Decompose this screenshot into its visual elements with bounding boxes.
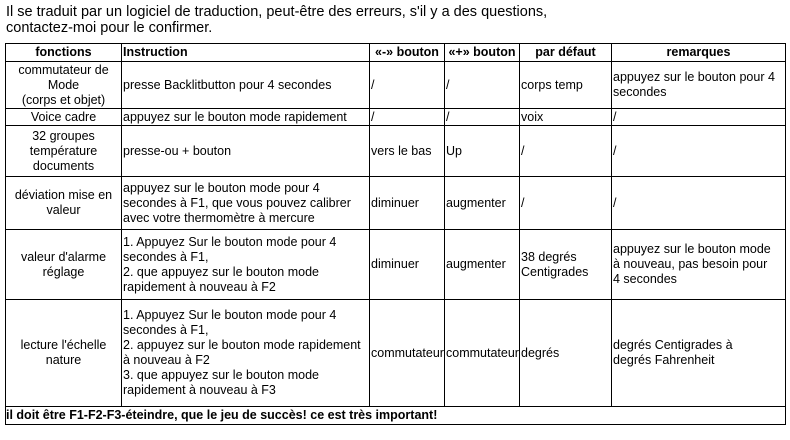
cell-instruction-line: rapidement à nouveau à F3 — [123, 383, 276, 397]
cell-instruction — [122, 62, 370, 109]
cell-fonction-line: Mode — [47, 77, 80, 92]
cell-plus-button: / — [445, 109, 520, 126]
cell-instruction — [122, 230, 370, 300]
cell-remarques — [612, 126, 786, 177]
cell-instruction-line: rapidement à nouveau à F2 — [123, 279, 276, 294]
cell-default — [520, 300, 612, 407]
table-row — [6, 177, 786, 230]
header-plus-button: «+» bouton — [445, 44, 520, 62]
functions-table — [5, 43, 786, 425]
cell-instruction — [122, 300, 370, 407]
cell-fonction — [6, 230, 122, 300]
cell-remarques-line: degrés Centigrades à — [613, 338, 733, 352]
cell-instruction-line: presse-ou + bouton — [123, 143, 232, 158]
cell-default — [520, 62, 612, 109]
cell-instruction-line: 2. appuyez sur le bouton mode rapidement — [123, 338, 361, 352]
cell-fonction-line: 32 groupes — [32, 128, 95, 143]
cell-fonction — [6, 126, 122, 177]
cell-remarques — [612, 62, 786, 109]
cell-fonction-line: Voice cadre — [30, 109, 97, 124]
cell-remarques-line: à nouveau, pas besoin pour — [613, 257, 768, 271]
intro-text — [6, 4, 786, 36]
cell-plus-button: augmenter — [445, 230, 520, 300]
cell-minus-button: / — [370, 109, 445, 126]
cell-fonction-line: valeur — [46, 203, 81, 217]
cell-instruction-line: 1. Appuyez Sur le bouton mode pour 4 — [123, 234, 337, 249]
cell-default-line: / — [521, 143, 525, 158]
cell-instruction-line: secondes à F1, que vous pouvez calibrer — [123, 195, 351, 210]
cell-remarques-line: / — [613, 109, 617, 124]
cell-minus-button: / — [370, 62, 445, 109]
cell-plus-button: Up — [445, 126, 520, 177]
table-row — [6, 230, 786, 300]
cell-instruction-line: secondes à F1, — [123, 323, 209, 337]
cell-remarques — [612, 177, 786, 230]
table-row — [6, 109, 786, 126]
cell-minus-button: diminuer — [370, 177, 445, 230]
cell-default — [520, 109, 612, 126]
footer-row — [6, 407, 786, 425]
cell-minus-button: diminuer — [370, 230, 445, 300]
cell-instruction-line: 2. que appuyez sur le bouton mode — [123, 264, 319, 279]
cell-instruction-line: 3. que appuyez sur le bouton mode — [123, 368, 319, 382]
cell-fonction-line: température — [29, 143, 98, 158]
cell-default-line: Centigrades — [521, 264, 589, 279]
cell-fonction — [6, 177, 122, 230]
header-remarques: remarques — [612, 44, 786, 62]
cell-remarques-line: / — [613, 195, 617, 210]
cell-instruction-line: avec votre thermomètre à mercure — [123, 210, 315, 225]
cell-fonction-line: nature — [45, 353, 82, 367]
cell-plus-button: / — [445, 62, 520, 109]
cell-instruction-line: secondes à F1, — [123, 249, 209, 264]
cell-remarques — [612, 300, 786, 407]
header-row — [6, 44, 786, 62]
cell-fonction — [6, 300, 122, 407]
cell-instruction — [122, 126, 370, 177]
cell-remarques-line: 4 secondes — [613, 272, 677, 286]
cell-instruction-line: presse Backlitbutton pour 4 secondes — [123, 77, 332, 92]
cell-default-line: 38 degrés — [521, 249, 577, 264]
cell-fonction-line: commutateur de — [18, 62, 109, 77]
cell-remarques-line: appuyez sur le bouton pour 4 — [613, 70, 775, 84]
cell-default — [520, 230, 612, 300]
cell-default — [520, 126, 612, 177]
cell-instruction-line: appuyez sur le bouton mode rapidement — [123, 109, 347, 124]
cell-remarques — [612, 109, 786, 126]
cell-default-line: voix — [521, 109, 544, 124]
cell-fonction-line: réglage — [42, 264, 85, 279]
cell-fonction — [6, 109, 122, 126]
cell-fonction-line: documents — [32, 158, 95, 173]
footer-note: il doit être F1-F2-F3-éteindre, que le jeu de succès! ce est très important! — [6, 407, 786, 425]
cell-instruction-line: appuyez sur le bouton mode pour 4 — [123, 180, 320, 195]
cell-fonction-line: valeur d'alarme — [20, 249, 107, 264]
cell-default-line: degrés — [521, 345, 560, 360]
cell-remarques — [612, 230, 786, 300]
intro-line-1: Il se traduit par un logiciel de traduction, peut-être des erreurs, s'il y a des questions, — [6, 4, 548, 20]
cell-instruction-line: à nouveau à F2 — [123, 353, 210, 367]
cell-instruction — [122, 109, 370, 126]
cell-fonction-line: déviation mise en — [14, 188, 113, 202]
intro-line-2: contactez-moi pour le confirmer. — [6, 20, 213, 36]
cell-fonction-line: lecture l'échelle — [20, 338, 107, 352]
cell-plus-button: augmenter — [445, 177, 520, 230]
cell-default-line: / — [521, 195, 525, 210]
cell-default — [520, 177, 612, 230]
cell-fonction — [6, 62, 122, 109]
cell-remarques-line: appuyez sur le bouton mode — [613, 242, 771, 256]
header-default: par défaut — [520, 44, 612, 62]
header-fonctions: fonctions — [6, 44, 122, 62]
cell-instruction — [122, 177, 370, 230]
cell-minus-button: commutateur — [370, 300, 445, 407]
table-row — [6, 300, 786, 407]
cell-remarques-line: degrés Fahrenheit — [613, 353, 715, 367]
table-row — [6, 62, 786, 109]
cell-remarques-line: / — [613, 143, 617, 158]
cell-fonction-line: (corps et objet) — [21, 92, 106, 107]
cell-plus-button: commutateur — [445, 300, 520, 407]
cell-default-line: corps temp — [521, 77, 583, 92]
cell-remarques-line: secondes — [613, 85, 667, 99]
table-row — [6, 126, 786, 177]
cell-instruction-line: 1. Appuyez Sur le bouton mode pour 4 — [123, 308, 337, 322]
header-instruction: Instruction — [122, 44, 370, 62]
cell-minus-button: vers le bas — [370, 126, 445, 177]
header-minus-button: «-» bouton — [370, 44, 445, 62]
